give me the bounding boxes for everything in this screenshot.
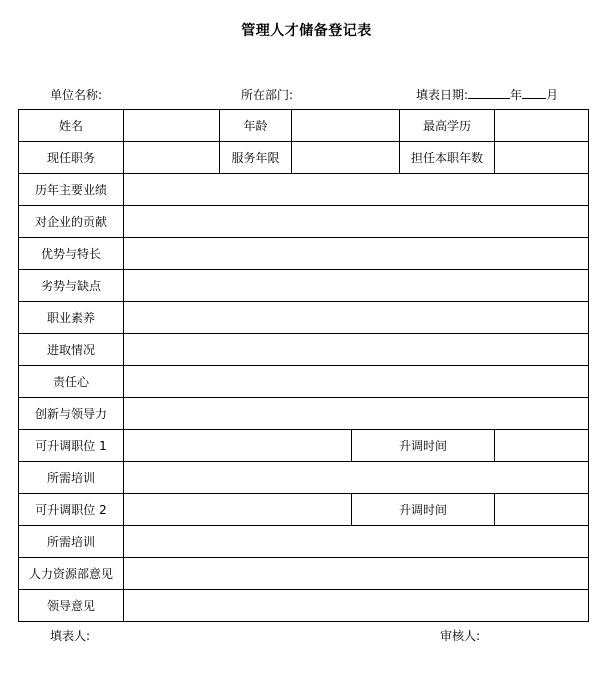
progress-input[interactable] [124,334,589,366]
name-label: 姓名 [19,110,124,142]
progress-label: 进取情况 [19,334,124,366]
fill-date-label: 填表日期: [416,88,469,102]
weaknesses-label: 劣势与缺点 [19,270,124,302]
table-row [19,142,589,174]
years-in-position-label: 担任本职年数 [400,142,495,174]
table-row [19,526,589,558]
table-row [19,302,589,334]
year-blank[interactable] [468,86,510,99]
training-needed-1-label: 所需培训 [19,462,124,494]
education-label: 最高学历 [400,110,495,142]
weaknesses-input[interactable] [124,270,589,302]
current-position-label: 现任职务 [19,142,124,174]
table-row [19,270,589,302]
age-label: 年龄 [220,110,292,142]
current-position-input[interactable] [124,142,220,174]
promotable-position-2-label: 可升调职位 2 [19,494,124,526]
training-needed-1-input[interactable] [124,462,589,494]
professionalism-input[interactable] [124,302,589,334]
responsibility-label: 责任心 [19,366,124,398]
leader-opinion-input[interactable] [124,590,589,622]
age-input[interactable] [292,110,400,142]
month-label: 月 [546,88,559,102]
promotable-position-2-input[interactable] [124,494,352,526]
department-label: 所在部门: [241,88,294,102]
years-in-position-input[interactable] [495,142,589,174]
education-input[interactable] [495,110,589,142]
table-row [19,110,589,142]
hr-opinion-label: 人力资源部意见 [19,558,124,590]
table-row [19,590,589,622]
name-input[interactable] [124,110,220,142]
innovation-label: 创新与领导力 [19,398,124,430]
leader-opinion-label: 领导意见 [19,590,124,622]
table-row [19,462,589,494]
reviewer-label: 审核人: [440,629,481,643]
filler-label: 填表人: [50,629,91,643]
table-row [19,494,589,526]
month-blank[interactable] [522,86,546,99]
strengths-label: 优势与特长 [19,238,124,270]
service-years-label: 服务年限 [220,142,292,174]
performance-label: 历年主要业绩 [19,174,124,206]
promotion-time-1-input[interactable] [495,430,589,462]
unit-name-label: 单位名称: [50,88,103,102]
table-row [19,206,589,238]
table-row [19,558,589,590]
contribution-input[interactable] [124,206,589,238]
table-row [19,238,589,270]
year-label: 年 [510,88,523,102]
promotable-position-1-label: 可升调职位 1 [19,430,124,462]
table-row [19,430,589,462]
strengths-input[interactable] [124,238,589,270]
responsibility-input[interactable] [124,366,589,398]
professionalism-label: 职业素养 [19,302,124,334]
promotion-time-2-label: 升调时间 [352,494,495,526]
table-row [19,366,589,398]
training-needed-2-label: 所需培训 [19,526,124,558]
promotion-time-2-input[interactable] [495,494,589,526]
table-row [19,174,589,206]
table-row [19,334,589,366]
innovation-input[interactable] [124,398,589,430]
performance-input[interactable] [124,174,589,206]
fill-date-field [416,86,558,103]
table-row [19,398,589,430]
promotion-time-1-label: 升调时间 [352,430,495,462]
training-needed-2-input[interactable] [124,526,589,558]
form-title: 管理人才储备登记表 [241,23,372,39]
promotable-position-1-input[interactable] [124,430,352,462]
contribution-label: 对企业的贡献 [19,206,124,238]
hr-opinion-input[interactable] [124,558,589,590]
service-years-input[interactable] [292,142,400,174]
registration-table [18,109,589,622]
